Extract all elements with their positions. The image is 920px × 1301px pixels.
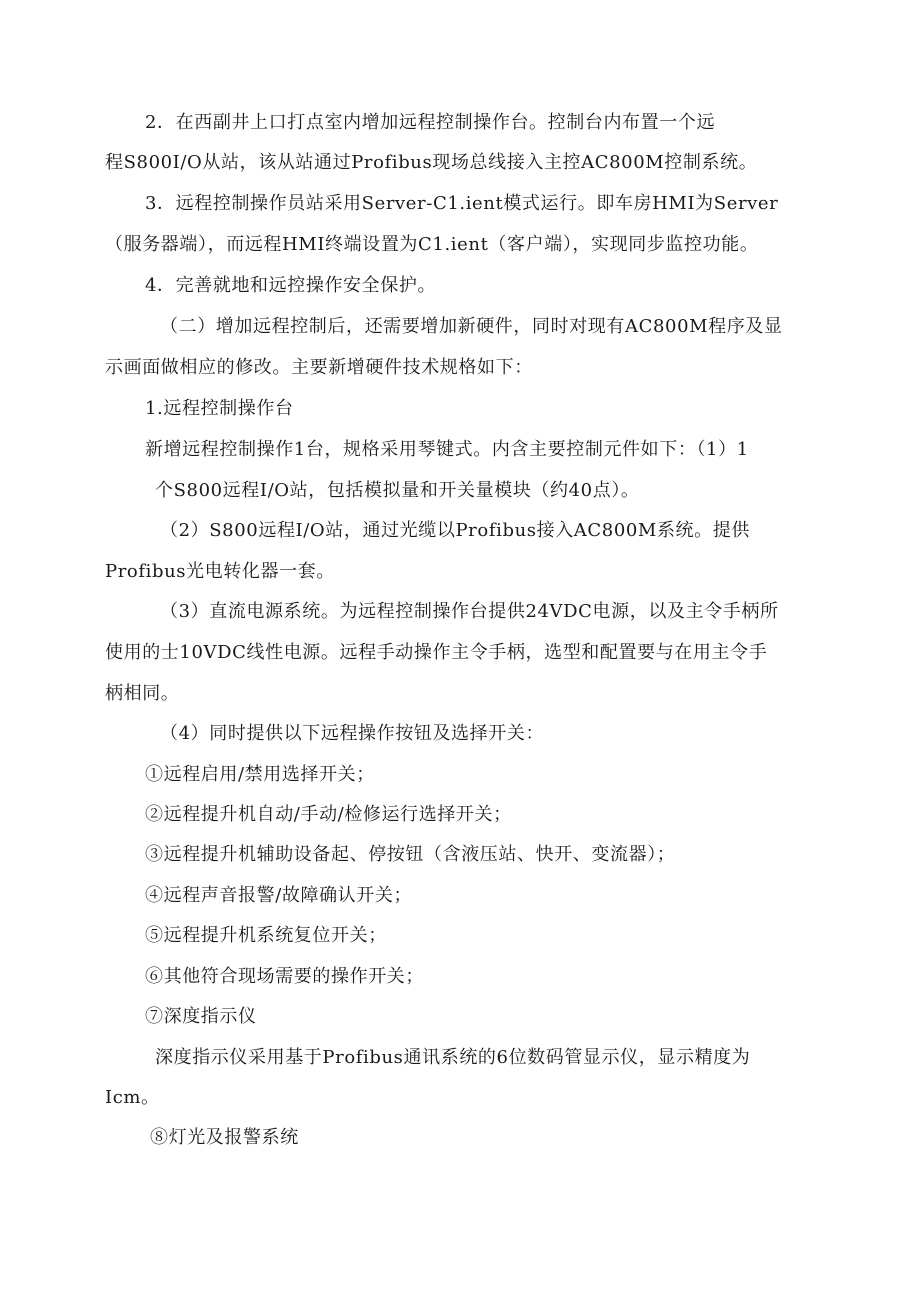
text-line: 程S800I/O从站，该从站通过Profibus现场总线接入主控AC800M控制系统。 [105,152,758,173]
list-item: ①远程启用/禁用选择开关； [145,764,375,785]
list-item: ②远程提升机自动/手动/检修运行选择开关； [145,804,512,825]
list-item: ⑦深度指示仪 [145,1006,257,1027]
text-line: 示画面做相应的修改。主要新增硬件技术规格如下： [105,357,533,378]
text-line: Profibus光电转化器一套。 [105,561,335,582]
text-line: 个S800远程I/O站，包括模拟量和开关量模块（约40点）。 [155,480,640,501]
text-line: （3）直流电源系统。为远程控制操作台提供24VDC电源，以及主令手柄所 [160,601,779,622]
text-line: Icm。 [105,1087,160,1108]
text-line: 新增远程控制操作1台，规格采用琴键式。内含主要控制元件如下：（1）1 [145,439,749,460]
text-line: 深度指示仪采用基于Profibus通讯系统的6位数码管显示仪，显示精度为 [155,1047,751,1068]
text-line: 4．完善就地和远控操作安全保护。 [145,275,437,296]
text-line: 1.远程控制操作台 [145,398,294,419]
text-line: 使用的士10VDC线性电源。远程手动操作主令手柄，选型和配置要与在用主令手 [105,642,768,663]
text-line: （二）增加远程控制后，还需要增加新硬件，同时对现有AC800M程序及显 [160,316,783,337]
list-item: ⑧灯光及报警系统 [150,1127,299,1148]
text-line: 2．在西副井上口打点室内增加远程控制操作台。控制台内布置一个远 [145,112,716,133]
text-line: （2）S800远程I/O站，通过光缆以Profibus接入AC800M系统。提供 [160,520,750,541]
text-line: （服务器端），而远程HMI终端设置为C1.ient（客户端），实现同步监控功能。 [105,234,759,255]
list-item: ④远程声音报警/故障确认开关； [145,885,413,906]
list-item: ⑤远程提升机系统复位开关； [145,925,387,946]
list-item: ③远程提升机辅助设备起、停按钮（含液压站、快开、变流器）； [145,844,676,865]
list-item: ⑥其他符合现场需要的操作开关； [145,966,424,987]
text-line: 3．远程控制操作员站采用Server-C1.ient模式运行。即车房HMI为Server [145,193,779,214]
text-line: （4）同时提供以下远程操作按钮及选择开关： [160,723,545,744]
text-line: 柄相同。 [105,683,180,704]
